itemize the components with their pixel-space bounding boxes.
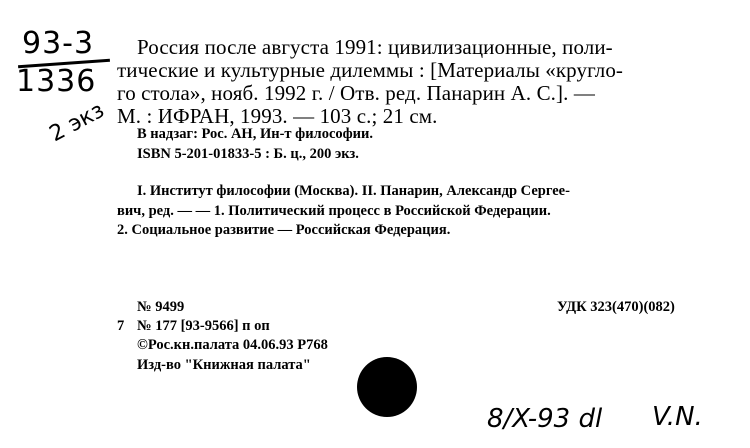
publisher-line: Изд-во "Книжная палата" bbox=[137, 357, 311, 373]
handwritten-shelfmark-top: 93-3 bbox=[22, 26, 95, 61]
number-177: № 177 [93-9566] п оп bbox=[137, 318, 270, 334]
title-line-4: М. : ИФРАН, 1993. — 103 с.; 21 см. bbox=[117, 104, 438, 128]
handwritten-copies-note: 2 экз bbox=[45, 97, 109, 148]
heading-note: В надзаг: Рос. АН, Ин-т философии. bbox=[137, 126, 373, 142]
title-line-3: го стола», нояб. 1992 г. / Отв. ред. Панарин А. С.]. — bbox=[117, 81, 595, 105]
title-line-2: тические и культурные дилеммы : [Материалы «кругло- bbox=[117, 58, 624, 82]
title-line-1: Россия после августа 1991: цивилизационные, поли- bbox=[137, 35, 613, 59]
subject-line-2: вич, ред. — — 1. Политический процесс в Российской Федерации. bbox=[117, 203, 551, 219]
isbn-line: ISBN 5-201-01833-5 : Б. ц., 200 экз. bbox=[137, 146, 359, 162]
subject-line-3: 2. Социальное развитие — Российская Федерация. bbox=[117, 222, 451, 238]
card-punch-hole bbox=[357, 357, 417, 417]
handwritten-initials: V.N. bbox=[652, 402, 703, 432]
handwritten-date-note: 8/X-93 dl bbox=[487, 404, 603, 434]
prefix-seven: 7 bbox=[117, 318, 125, 334]
subject-line-1: I. Институт философии (Москва). II. Панарин, Александр Сергее- bbox=[137, 183, 570, 199]
handwritten-shelfmark-bottom: 1336 bbox=[16, 64, 97, 99]
record-number: № 9499 bbox=[137, 299, 185, 315]
udc-code: УДК 323(470)(082) bbox=[557, 299, 675, 315]
copyright-line: ©Рос.кн.палата 04.06.93 Р768 bbox=[137, 337, 328, 353]
